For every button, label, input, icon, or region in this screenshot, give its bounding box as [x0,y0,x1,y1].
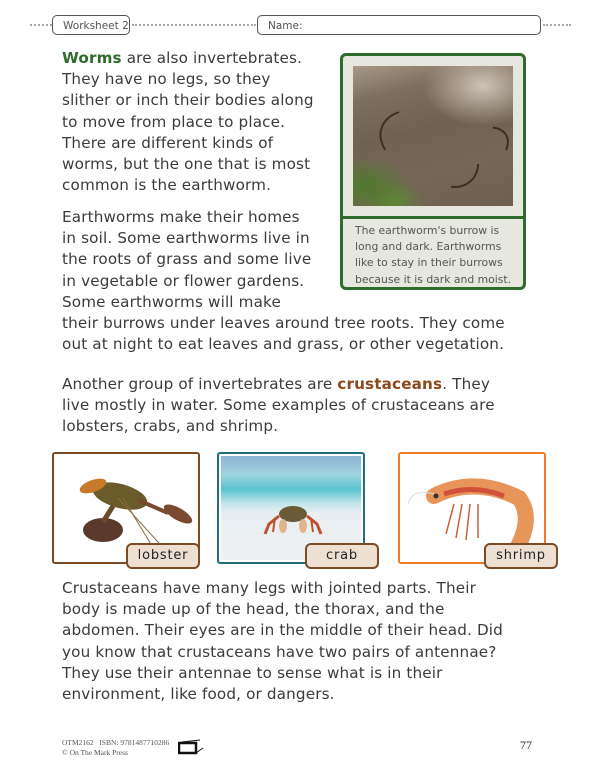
worksheet-label [52,15,130,35]
caption-line: The earthworm's burrow is [355,224,500,237]
publisher-info [62,738,169,758]
name-field[interactable] [257,15,541,35]
text-line: abdomen. Their eyes are in the middle of their head. Did [62,621,503,640]
text-line: Another group of invertebrates are [62,375,338,393]
text-line: They use their antennae to sense what is in their [62,663,443,682]
shrimp-card [398,452,546,564]
crustaceans-keyword: crustaceans [337,375,443,393]
isbn: ISBN: 9781487710286 [99,738,170,747]
text-line: the roots of grass and some live [62,250,312,269]
caption-line: because it is dark and moist. [355,272,512,286]
crustaceans-body-paragraph [62,578,503,705]
earthworm-burrow-photo [353,66,513,206]
earthworm-homes-paragraph [62,207,505,355]
product-code: OTM2162 [62,738,94,747]
text-line: in vegetable or flower gardens. [62,271,305,290]
header-dotted-rule [132,24,256,26]
text-line: body is made up of the head, the thorax, and the [62,600,445,619]
worms-keyword: Worms [62,49,122,67]
crab-card [217,452,365,564]
text-line: out at night to eat leaves and grass, or other vegetation. [62,335,505,354]
shrimp-label: shrimp [484,543,558,569]
worksheet-label-text: Worksheet 2 [63,20,129,32]
text-line: Some earthworms will make [62,292,281,311]
text-line: worms, but the one that is most [62,155,311,174]
name-field-label: Name: [268,20,303,32]
crab-label: crab [305,543,379,569]
header-dotted-rule [543,24,571,26]
text-line: Earthworms make their homes [62,208,300,226]
text-line: environment, like food, or dangers. [62,685,335,704]
crustaceans-intro-paragraph [62,374,495,438]
text-line: . They [442,375,491,393]
text-line: There are different kinds of [62,133,274,152]
lobster-card [52,452,200,564]
text-line: slither or inch their bodies along [62,91,314,110]
text-line: to move from place to place. [62,112,286,131]
text-line: common is the earthworm. [62,176,272,195]
page-number: 77 [520,738,532,752]
lobster-label: lobster [126,543,200,569]
worms-intro-paragraph [62,48,314,196]
text-line: Crustaceans have many legs with jointed parts. Their [62,579,476,597]
caption-line: like to stay in their burrows [355,256,503,270]
copyright: © On The Mark Press [62,748,128,757]
caption-line: long and dark. Earthworms [355,240,502,254]
text-line: live mostly in water. Some examples of crustaceans are [62,396,495,415]
text-line: in soil. Some earthworms live in [62,229,310,248]
text-line: lobsters, crabs, and shrimp. [62,417,279,436]
text-line: They have no legs, so they [62,70,271,89]
text-line: are also invertebrates. [121,49,303,67]
text-line: you know that crustaceans have two pairs of antennae? [62,642,497,661]
text-line: their burrows under leaves around tree roots. They come [62,314,505,333]
header-dotted-rule [30,24,52,26]
publisher-logo-icon [178,739,206,755]
